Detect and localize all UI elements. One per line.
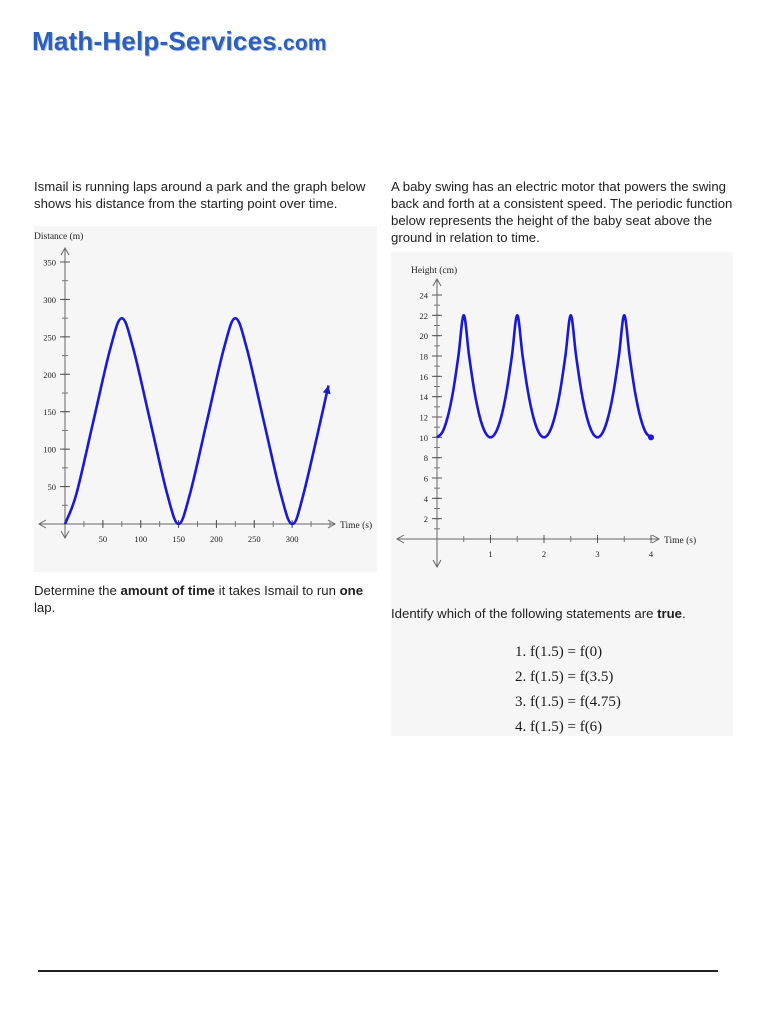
x-tick-label: 2 xyxy=(541,549,547,559)
x-tick-label: 300 xyxy=(285,534,299,544)
height-chart xyxy=(391,252,733,582)
brand-tld: .com xyxy=(276,32,327,55)
x-tick-label: 100 xyxy=(134,534,148,544)
x-axis-label: Time (s) xyxy=(664,536,697,546)
y-tick-label: 14 xyxy=(419,392,428,403)
footer-rule xyxy=(38,970,718,972)
statements-list xyxy=(515,640,621,740)
q1-part-e: lap. xyxy=(34,600,56,615)
statement-1: 1. f(1.5) = f(0) xyxy=(515,644,603,660)
y-tick-label: 12 xyxy=(419,412,428,423)
y-tick-label: 16 xyxy=(419,371,428,382)
problem2-question xyxy=(391,605,731,622)
y-tick-label: 4 xyxy=(423,493,428,504)
y-tick-label: 20 xyxy=(419,331,428,342)
x-tick-label: 4 xyxy=(648,549,654,559)
series-line xyxy=(437,315,651,437)
q2-part-c: . xyxy=(682,606,686,621)
q1-part-c: it takes Ismail to run xyxy=(215,583,340,598)
y-tick-label: 2 xyxy=(423,514,428,525)
q1-part-a: Determine the xyxy=(34,583,121,598)
y-tick-label: 300 xyxy=(43,294,56,305)
brand-main: Math-Help-Services xyxy=(32,26,277,56)
y-tick-label: 10 xyxy=(419,432,428,443)
q2-part-b: true xyxy=(657,606,683,621)
problem1-question xyxy=(34,582,382,616)
y-tick-label: 24 xyxy=(419,290,428,301)
q1-part-b: amount of time xyxy=(120,583,216,598)
distance-chart xyxy=(34,226,377,572)
problem2-prompt: A baby swing has an electric motor that powers the swing back and forth at a consistent speed. The periodic function below represents the height of the baby seat above the ground in relation to time. xyxy=(391,179,733,245)
y-tick-label: 22 xyxy=(419,310,428,321)
x-tick-label: 250 xyxy=(247,534,261,544)
x-tick-label: 200 xyxy=(210,534,223,544)
q1-part-d: one xyxy=(339,583,364,598)
y-tick-label: 100 xyxy=(43,444,56,455)
statement-3: 3. f(1.5) = f(4.75) xyxy=(515,694,621,710)
series-line xyxy=(65,318,328,524)
y-tick-label: 350 xyxy=(43,257,56,268)
x-tick-label: 50 xyxy=(98,534,108,544)
q2-part-a: Identify which of the following statements are xyxy=(391,606,658,621)
statement-4: 4. f(1.5) = f(6) xyxy=(515,719,603,735)
x-tick-label: 1 xyxy=(488,549,493,559)
problem1-prompt: Ismail is running laps around a park and the graph below shows his distance from the starting point over time. xyxy=(34,179,366,211)
y-axis-label: Height (cm) xyxy=(411,266,458,276)
x-axis-label: Time (s) xyxy=(340,521,373,531)
y-tick-label: 8 xyxy=(423,453,428,464)
y-tick-label: 50 xyxy=(47,482,56,493)
site-logo[interactable] xyxy=(32,26,327,57)
y-tick-label: 150 xyxy=(43,407,56,418)
y-tick-label: 18 xyxy=(419,351,428,362)
series-end-dot xyxy=(648,434,654,440)
y-tick-label: 200 xyxy=(43,369,56,380)
y-tick-label: 250 xyxy=(43,332,56,343)
statement-2: 2. f(1.5) = f(3.5) xyxy=(515,669,614,685)
y-tick-label: 6 xyxy=(423,473,428,484)
y-axis-label: Distance (m) xyxy=(34,232,84,242)
x-tick-label: 3 xyxy=(595,549,600,559)
x-tick-label: 150 xyxy=(172,534,185,544)
